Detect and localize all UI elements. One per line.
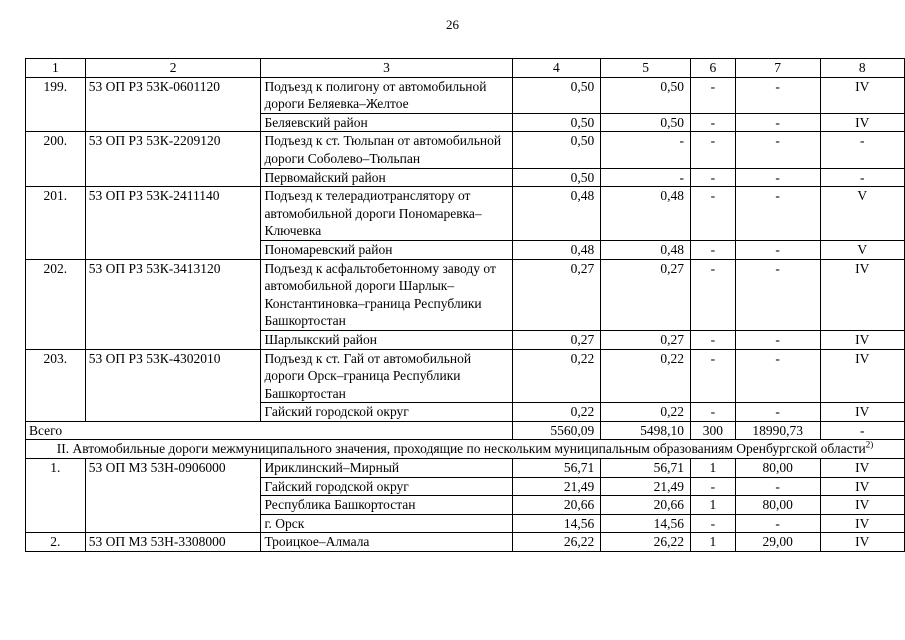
road-category: IV: [820, 533, 904, 552]
road-name: Подъезд к ст. Тюльпан от автомобильной дороги Соболево–Тюльпан: [261, 132, 512, 168]
footnote-mark: 2): [865, 439, 874, 450]
road-code: 53 ОП РЗ 53К-3413120: [85, 259, 261, 349]
road-code: 53 ОП МЗ 53Н-0906000: [85, 459, 261, 533]
district-length: 0,27: [512, 330, 601, 349]
district-category: -: [820, 168, 904, 187]
road-col6: -: [690, 349, 735, 403]
district-col5: 20,66: [601, 496, 691, 515]
road-length: 0,50: [512, 77, 601, 113]
road-length: 0,48: [512, 187, 601, 241]
district-name: Гайский городской округ: [261, 477, 512, 496]
section-heading: [26, 440, 905, 459]
district-col5: 21,49: [601, 477, 691, 496]
district-name: Гайский городской округ: [261, 403, 512, 422]
road-name: Ириклинский–Мирный: [261, 459, 512, 478]
road-code: 53 ОП РЗ 53К-0601120: [85, 77, 261, 132]
district-length: 20,66: [512, 496, 601, 515]
road-category: IV: [820, 77, 904, 113]
road-name: Подъезд к полигону от автомобильной дороги Беляевка–Желтое: [261, 77, 512, 113]
road-col5: 0,27: [601, 259, 691, 330]
road-col7: -: [735, 187, 820, 241]
district-col7: -: [735, 514, 820, 533]
column-header: 8: [820, 59, 904, 78]
road-length: 0,50: [512, 132, 601, 168]
district-col7: -: [735, 168, 820, 187]
district-col6: -: [690, 330, 735, 349]
road-number: 201.: [26, 187, 86, 259]
road-col6: -: [690, 187, 735, 241]
total-length: 5560,09: [512, 421, 601, 440]
column-header: 4: [512, 59, 601, 78]
district-category: IV: [820, 113, 904, 132]
road-row: [26, 132, 905, 168]
section-heading-row: [26, 440, 905, 459]
district-col6: -: [690, 240, 735, 259]
district-col5: 0,27: [601, 330, 691, 349]
district-col7: -: [735, 113, 820, 132]
district-col6: -: [690, 113, 735, 132]
district-length: 14,56: [512, 514, 601, 533]
road-col7: -: [735, 77, 820, 113]
road-col5: -: [601, 132, 691, 168]
road-col6: 1: [690, 533, 735, 552]
district-category: IV: [820, 514, 904, 533]
road-row: [26, 459, 905, 478]
road-name: Подъезд к телерадиотранслятору от автомобильной дороги Пономаревка–Ключевка: [261, 187, 512, 241]
road-category: IV: [820, 259, 904, 330]
district-length: 0,48: [512, 240, 601, 259]
total-row: [26, 421, 905, 440]
road-row: [26, 77, 905, 113]
road-row: [26, 533, 905, 552]
district-length: 21,49: [512, 477, 601, 496]
district-col6: -: [690, 168, 735, 187]
total-label: Всего: [26, 421, 513, 440]
roads-table: [25, 58, 905, 552]
road-col5: 0,50: [601, 77, 691, 113]
total-col7: 18990,73: [735, 421, 820, 440]
road-length: 0,22: [512, 349, 601, 403]
road-name: Подъезд к асфальтобетонному заводу от автомобильной дороги Шарлык–Константиновка–граница Республики Башкортостан: [261, 259, 512, 330]
road-name: Подъезд к ст. Гай от автомобильной дороги Орск–граница Республики Башкортостан: [261, 349, 512, 403]
road-col6: -: [690, 77, 735, 113]
district-col6: 1: [690, 496, 735, 515]
road-col5: 0,22: [601, 349, 691, 403]
district-category: IV: [820, 477, 904, 496]
district-name: г. Орск: [261, 514, 512, 533]
road-col5: 26,22: [601, 533, 691, 552]
district-name: Пономаревский район: [261, 240, 512, 259]
road-col7: -: [735, 132, 820, 168]
road-col5: 56,71: [601, 459, 691, 478]
road-code: 53 ОП РЗ 53К-2411140: [85, 187, 261, 259]
district-length: 0,22: [512, 403, 601, 422]
district-category: IV: [820, 496, 904, 515]
road-length: 0,27: [512, 259, 601, 330]
page-number: 26: [446, 17, 459, 32]
road-col6: 1: [690, 459, 735, 478]
district-name: Шарлыкский район: [261, 330, 512, 349]
total-col6: 300: [690, 421, 735, 440]
road-category: IV: [820, 349, 904, 403]
road-col5: 0,48: [601, 187, 691, 241]
column-header: 5: [601, 59, 691, 78]
road-col6: -: [690, 259, 735, 330]
road-code: 53 ОП РЗ 53К-2209120: [85, 132, 261, 187]
road-category: IV: [820, 459, 904, 478]
column-header: 2: [85, 59, 261, 78]
district-col7: -: [735, 240, 820, 259]
road-category: V: [820, 187, 904, 241]
column-header: 6: [690, 59, 735, 78]
road-row: [26, 187, 905, 241]
district-name: Республика Башкортостан: [261, 496, 512, 515]
road-number: 200.: [26, 132, 86, 187]
road-code: 53 ОП МЗ 53Н-3308000: [85, 533, 261, 552]
district-col5: -: [601, 168, 691, 187]
district-col5: 14,56: [601, 514, 691, 533]
road-number: 1.: [26, 459, 86, 533]
road-row: [26, 259, 905, 330]
district-category: IV: [820, 403, 904, 422]
road-name: Троицкое–Алмала: [261, 533, 512, 552]
column-number-row: [26, 59, 905, 78]
district-col6: -: [690, 514, 735, 533]
district-col7: -: [735, 403, 820, 422]
district-col6: -: [690, 477, 735, 496]
district-name: Первомайский район: [261, 168, 512, 187]
district-col5: 0,50: [601, 113, 691, 132]
road-col7: -: [735, 349, 820, 403]
district-name: Беляевский район: [261, 113, 512, 132]
road-row: [26, 349, 905, 403]
road-number: 202.: [26, 259, 86, 349]
road-col6: -: [690, 132, 735, 168]
road-number: 199.: [26, 77, 86, 132]
road-length: 26,22: [512, 533, 601, 552]
column-header: 1: [26, 59, 86, 78]
road-col7: 80,00: [735, 459, 820, 478]
column-header: 3: [261, 59, 512, 78]
total-category: -: [820, 421, 904, 440]
district-col5: 0,48: [601, 240, 691, 259]
road-length: 56,71: [512, 459, 601, 478]
district-length: 0,50: [512, 168, 601, 187]
district-col7: -: [735, 330, 820, 349]
total-col5: 5498,10: [601, 421, 691, 440]
road-category: -: [820, 132, 904, 168]
district-col5: 0,22: [601, 403, 691, 422]
section-title: II. Автомобильные дороги межмуниципального значения, проходящие по нескольким муниципальным образованиям Оренбургской области: [56, 441, 866, 457]
road-number: 203.: [26, 349, 86, 421]
column-header: 7: [735, 59, 820, 78]
road-col7: -: [735, 259, 820, 330]
district-category: V: [820, 240, 904, 259]
district-length: 0,50: [512, 113, 601, 132]
district-col6: -: [690, 403, 735, 422]
road-code: 53 ОП РЗ 53К-4302010: [85, 349, 261, 421]
district-col7: -: [735, 477, 820, 496]
district-col7: 80,00: [735, 496, 820, 515]
road-col7: 29,00: [735, 533, 820, 552]
district-category: IV: [820, 330, 904, 349]
road-number: 2.: [26, 533, 86, 552]
